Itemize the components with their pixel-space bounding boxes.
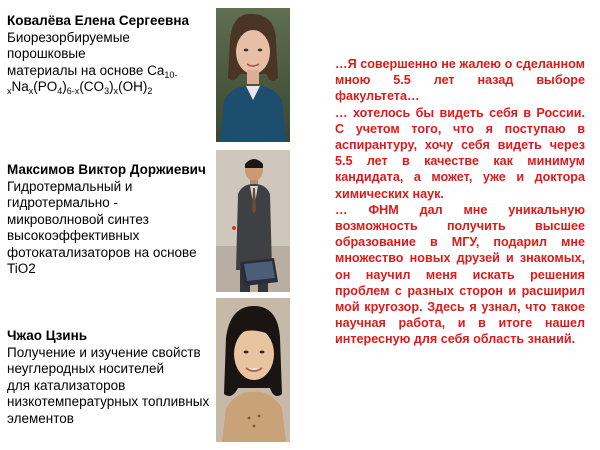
quote-block <box>335 56 585 348</box>
formula-sub: x <box>28 86 34 96</box>
formula-sub: x <box>113 86 119 96</box>
formula-sub: 10-x <box>7 69 178 96</box>
person-2-topic-line: TiO2 <box>7 261 36 276</box>
person-2-name: Максимов Виктор Доржиевич <box>7 162 206 177</box>
person-3-topic-line: неуглеродных носителей <box>7 361 165 376</box>
person-3-photo <box>216 298 290 442</box>
formula-part: ) <box>109 79 114 94</box>
quote-paragraph-3: … ФНМ дал мне уникальную возможность получить высшее образование в МГУ, подарил мне множество новых друзей и знакомых, он научил меня искать решения проблем с разных сторон и расширил мой кругозор. Здесь я узнал, что такое научная работа, и в итоге нашел интересную для себя область знаний. <box>335 202 585 347</box>
person-1-topic-line2: материалы на основе Ca <box>7 62 165 78</box>
person-2-topic-line: гидротермально - <box>7 195 119 210</box>
person-1-info <box>7 13 212 96</box>
person-2-photo <box>216 150 290 292</box>
person-2-info <box>7 162 212 278</box>
person-3-topic-line: элементов <box>7 410 74 426</box>
quote-paragraph-1: …Я совершенно не жалею о сделанном мною 5.5 лет назад выборе факультета… <box>335 57 585 104</box>
formula-part: (CO <box>79 79 105 94</box>
person-2-topic-line: микроволновой синтез <box>7 211 149 227</box>
person-3-info <box>7 328 212 427</box>
formula-part: (OH) <box>118 79 148 94</box>
formula-part: ) <box>62 79 67 94</box>
person-2-topic-line: Гидротермальный и <box>7 178 133 194</box>
person-3-name: Чжао Цзинь <box>7 328 88 343</box>
formula-part: (PO <box>33 79 58 94</box>
person-1-name: Ковалёва Елена Сергеевна <box>7 13 190 28</box>
person-1-topic <box>7 30 212 96</box>
person-3-topic-line: для катализаторов <box>7 377 126 393</box>
formula-sub: 6-x <box>66 86 80 96</box>
formula-sub: 4 <box>57 86 63 96</box>
formula-sub: 3 <box>104 86 110 96</box>
person-3-topic-line: Получение и изучение свойств <box>7 344 201 360</box>
quote-paragraph-2: … хотелось бы видеть себя в России. С учетом того, что я поступаю в аспирантуру, хочу себя видеть через 5.5 лет в качестве как минимум кандидата, а может, уже и доктора химических наук. <box>335 105 585 201</box>
person-3-topic-line: низкотемпературных топливных <box>7 394 210 409</box>
person-2-topic-line: фотокатализаторов на основе <box>7 244 197 260</box>
person-1-photo <box>216 8 290 142</box>
formula-part: Na <box>11 79 29 94</box>
person-2-topic-line: высокоэффективных <box>7 228 140 243</box>
formula-sub: 2 <box>147 86 153 96</box>
person-1-topic-line1: Биорезорбируемые порошковые <box>7 29 130 61</box>
